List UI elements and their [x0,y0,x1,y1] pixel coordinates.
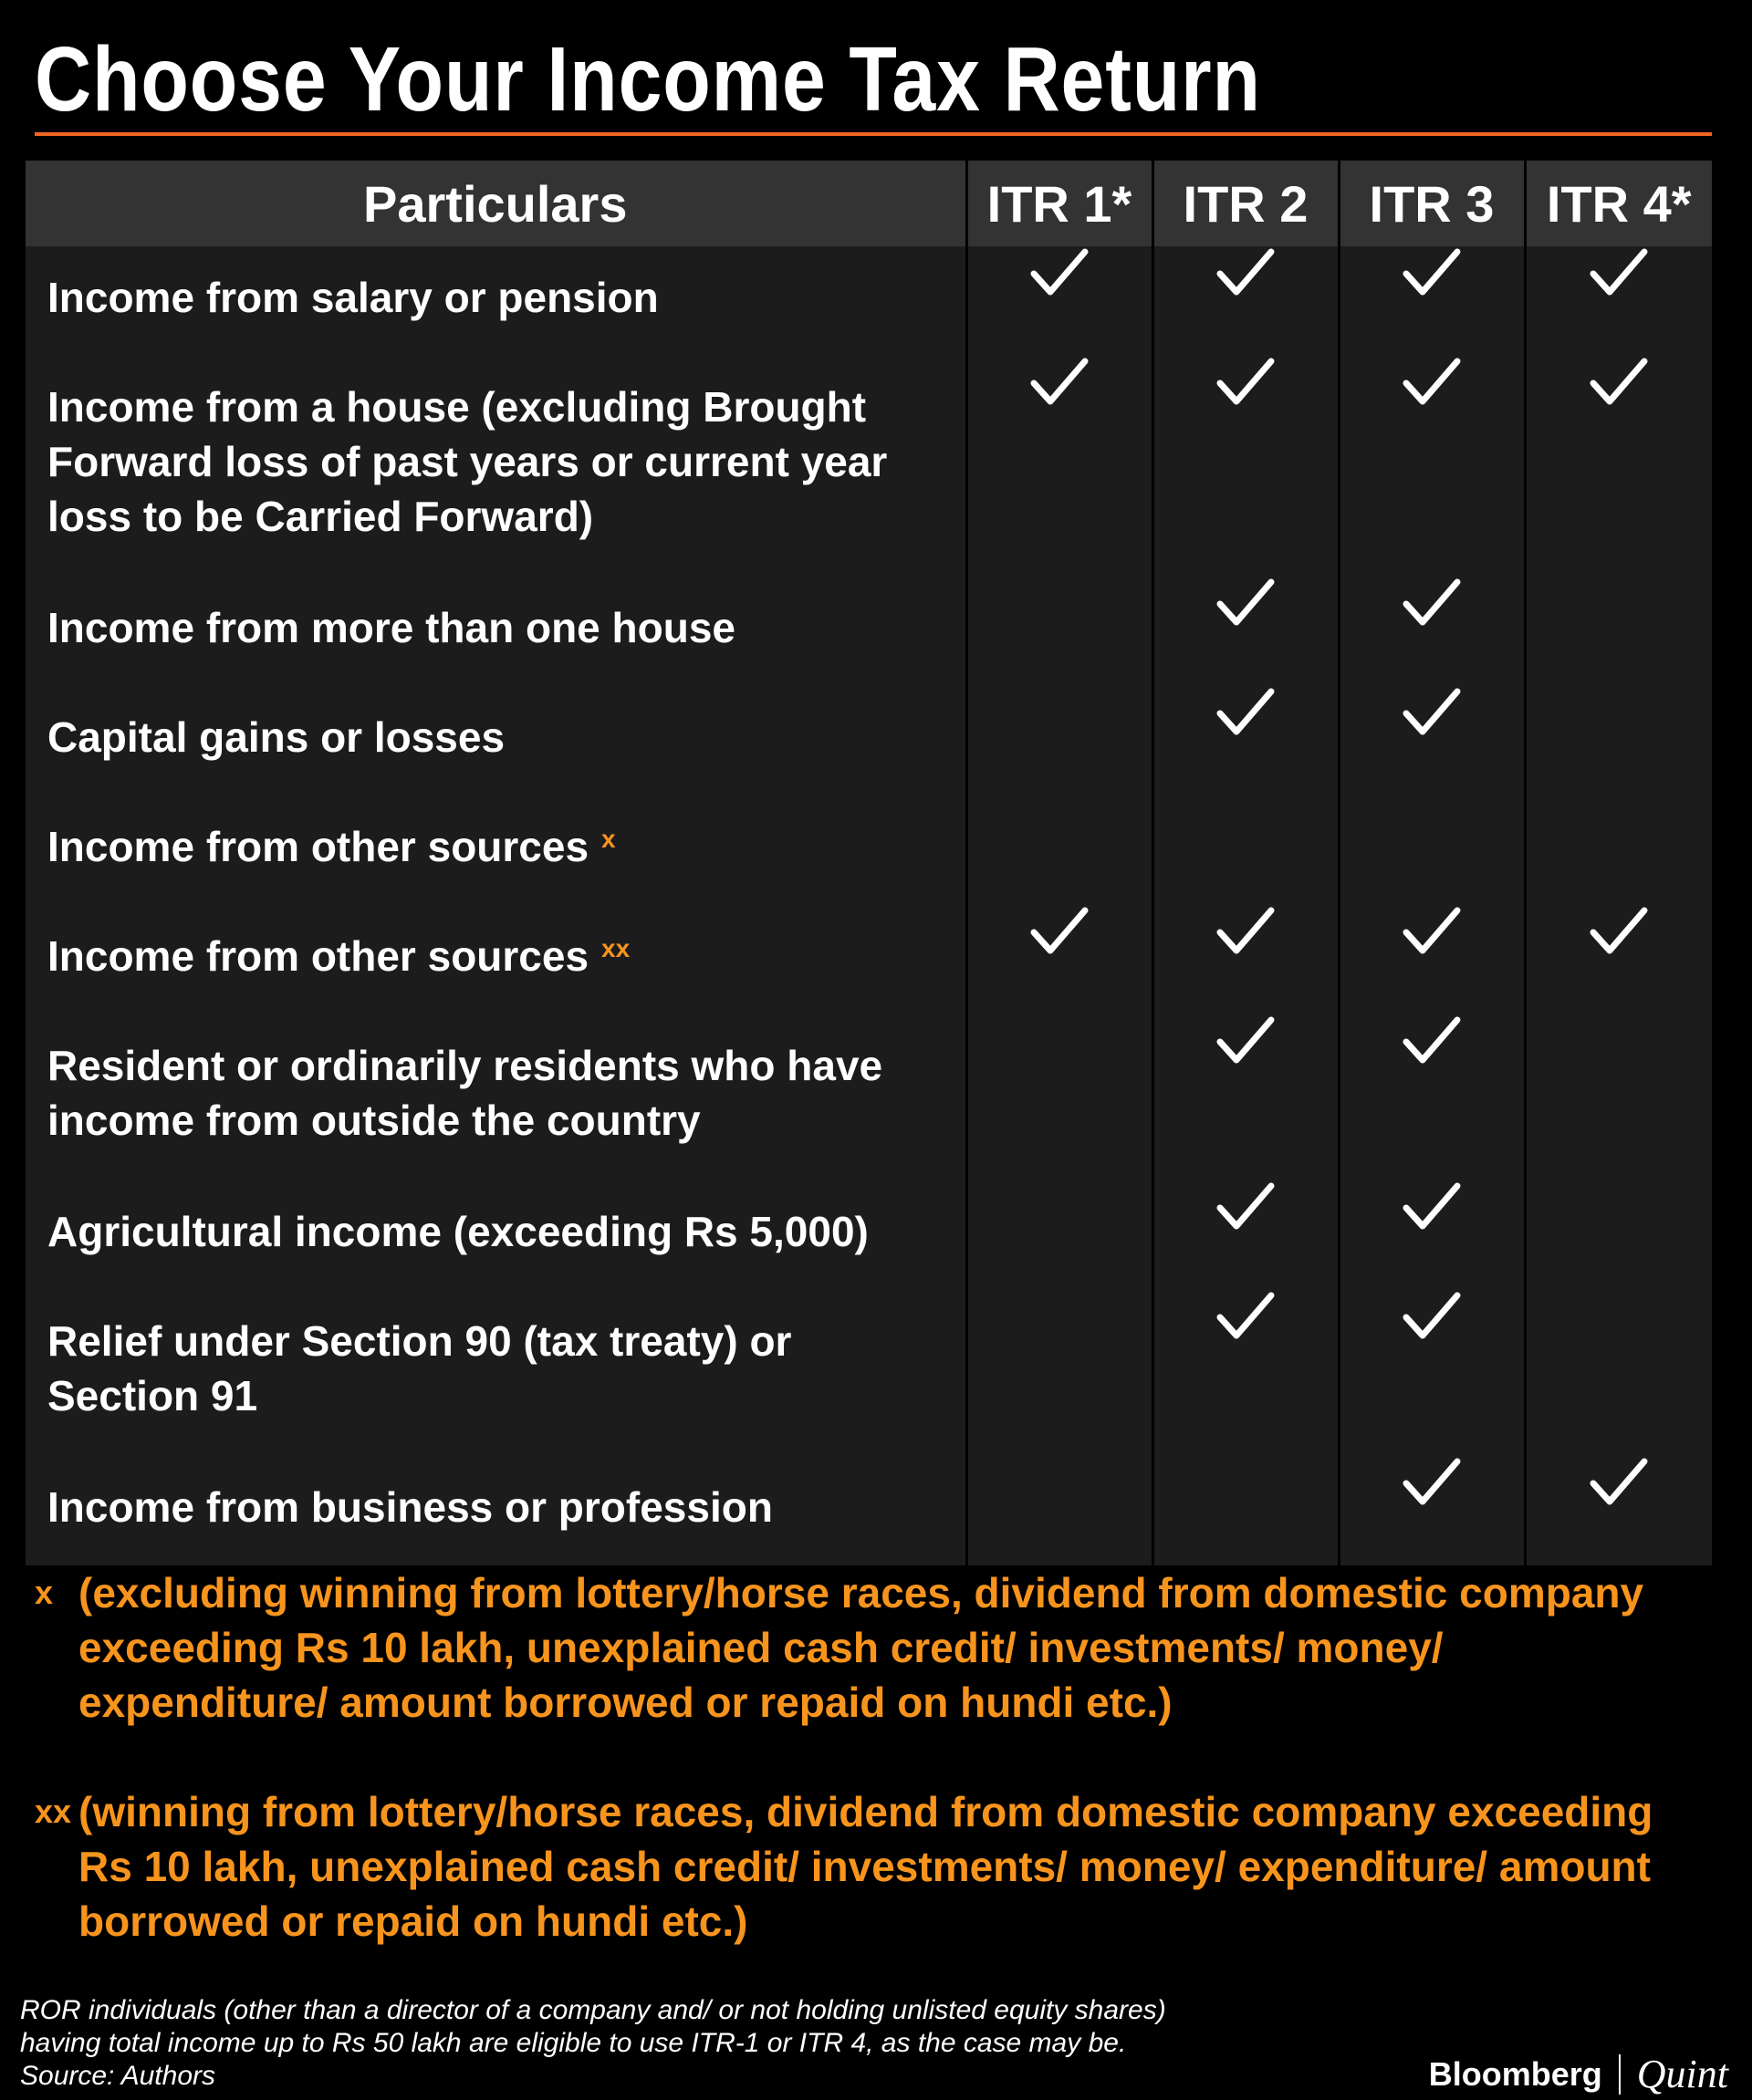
brand-separator [1619,2054,1621,2095]
checkmark-icon [1216,246,1275,299]
itr4-cell [1525,686,1712,795]
row-label [26,577,965,655]
itr1-cell [966,577,1152,686]
itr2-cell [1152,686,1339,795]
brand-bloomberg: Bloomberg [1428,2054,1602,2093]
header-itr4: ITR 4* [1525,161,1712,246]
row-label-text: Capital gains or losses [47,713,506,761]
itr4-cell [1525,795,1712,905]
itr1-cell [966,1180,1152,1290]
checkmark-icon [1216,577,1275,629]
footer-line-2: having total income up to Rs 50 lakh are eligible to use ITR-1 or ITR 4, as the case may be. [20,2028,1127,2058]
row-label-text: Agricultural income (exceeding Rs 5,000) [47,1208,869,1255]
itr3-cell [1339,1014,1525,1180]
checkmark-icon [1590,1456,1648,1509]
itr4-cell [1525,246,1712,356]
row-label [26,1290,965,1423]
itr2-cell [1152,1456,1339,1565]
row-label-cell [26,1290,966,1456]
row-label-text: Relief under Section 90 (tax treaty) or Section 91 [47,1317,792,1419]
checkmark-icon [1403,246,1461,299]
checkmark-icon [1403,1290,1461,1343]
footnote-text: (excluding winning from lottery/horse races, dividend from domestic company exceeding Rs 10 lakh, unexplained cash credit/ investments/ money/ expenditure/ amount borrowed or repaid on hundi etc.) [78,1569,1644,1726]
itr2-cell [1152,356,1339,577]
table-row [26,246,1712,356]
row-label-text: Income from other sources [47,823,589,870]
itr3-cell [1339,1180,1525,1290]
row-label [26,356,965,544]
itr2-cell [1152,577,1339,686]
checkmark-icon [1403,1180,1461,1233]
itr1-cell [966,246,1152,356]
footer-source: Source: Authors [20,2061,215,2091]
itr2-cell [1152,795,1339,905]
itr2-cell [1152,905,1339,1014]
footnote-mark: x [35,1574,54,1611]
table-row [26,1180,1712,1290]
checkmark-icon [1216,686,1275,739]
table-body [26,246,1712,1565]
row-label [26,905,965,983]
row-label [26,795,965,874]
checkmark-icon [1403,1014,1461,1067]
footnote-marker: xx [601,934,631,962]
itr3-cell [1339,686,1525,795]
table-row [26,1290,1712,1456]
itr-comparison-table [26,161,1712,1565]
itr2-cell [1152,1180,1339,1290]
itr3-cell [1339,795,1525,905]
row-label-text: Income from salary or pension [47,274,659,321]
itr3-cell [1339,577,1525,686]
itr4-cell [1525,1180,1712,1290]
row-label-text: Resident or ordinarily residents who have income from outside the country [47,1042,883,1144]
footnote-mark: xx [35,1793,72,1830]
checkmark-icon [1403,356,1461,409]
row-label-cell [26,356,966,577]
itr4-cell [1525,1014,1712,1180]
footnote-text: (winning from lottery/horse races, dividend from domestic company exceeding Rs 10 lakh, unexplained cash credit/ investments/ money/ expenditure/ amount borrowed or repaid on hundi etc.) [78,1788,1653,1945]
header-itr1: ITR 1* [966,161,1152,246]
row-label-cell [26,686,966,795]
itr1-cell [966,905,1152,1014]
table-row [26,577,1712,686]
itr4-cell [1525,356,1712,577]
itr1-cell [966,686,1152,795]
row-label-cell [26,795,966,905]
row-label [26,1014,965,1148]
row-label [26,246,965,325]
row-label-text: Income from business or profession [47,1483,773,1531]
table-row [26,356,1712,577]
checkmark-icon [1590,905,1648,958]
itr1-cell [966,1014,1152,1180]
checkmark-icon [1403,905,1461,958]
checkmark-icon [1030,356,1089,409]
itr4-cell [1525,1290,1712,1456]
checkmark-icon [1216,1290,1275,1343]
checkmark-icon [1216,1180,1275,1233]
row-label-cell [26,246,966,356]
checkmark-icon [1216,356,1275,409]
row-label [26,1180,965,1259]
checkmark-icon [1403,686,1461,739]
table-row [26,795,1712,905]
row-label-cell [26,905,966,1014]
itr2-cell [1152,1290,1339,1456]
footnote-marker: x [601,825,616,853]
itr3-cell [1339,1290,1525,1456]
page-title: Choose Your Income Tax Return [35,28,1261,130]
checkmark-icon [1590,246,1648,299]
checkmark-icon [1216,1014,1275,1067]
itr1-cell [966,795,1152,905]
itr3-cell [1339,356,1525,577]
row-label-text: Income from more than one house [47,604,735,651]
itr1-cell [966,1290,1152,1456]
itr3-cell [1339,246,1525,356]
row-label-cell [26,1456,966,1565]
title-divider [35,132,1712,136]
itr3-cell [1339,1456,1525,1565]
footer-note [20,1994,1206,2093]
row-label-text: Income from other sources [47,932,589,980]
row-label-cell [26,577,966,686]
header-particulars: Particulars [26,161,966,246]
itr1-cell [966,1456,1152,1565]
footnote-xx [35,1784,1677,1949]
brand-logo [1429,2051,1728,2097]
itr4-cell [1525,905,1712,1014]
itr1-cell [966,356,1152,577]
checkmark-icon [1030,246,1089,299]
row-label [26,686,965,764]
table-row [26,1014,1712,1180]
itr3-cell [1339,905,1525,1014]
itr4-cell [1525,577,1712,686]
table-row [26,1456,1712,1565]
checkmark-icon [1216,905,1275,958]
checkmark-icon [1030,905,1089,958]
footnote-x [35,1565,1677,1730]
itr4-cell [1525,1456,1712,1565]
table-row [26,686,1712,795]
itr2-cell [1152,1014,1339,1180]
row-label-cell [26,1014,966,1180]
row-label-cell [26,1180,966,1290]
checkmark-icon [1403,577,1461,629]
itr2-cell [1152,246,1339,356]
header-itr3: ITR 3 [1339,161,1525,246]
checkmark-icon [1403,1456,1461,1509]
row-label [26,1456,965,1534]
row-label-text: Income from a house (excluding Brought Forward loss of past years or current year loss to be Carried Forward) [47,383,888,540]
table-row [26,905,1712,1014]
brand-quint: Quint [1636,2052,1728,2096]
footer-line-1: ROR individuals (other than a director of a company and/ or not holding unlisted equity shares) [20,1995,1166,2025]
header-itr2: ITR 2 [1152,161,1339,246]
checkmark-icon [1590,356,1648,409]
table-header-row [26,161,1712,246]
